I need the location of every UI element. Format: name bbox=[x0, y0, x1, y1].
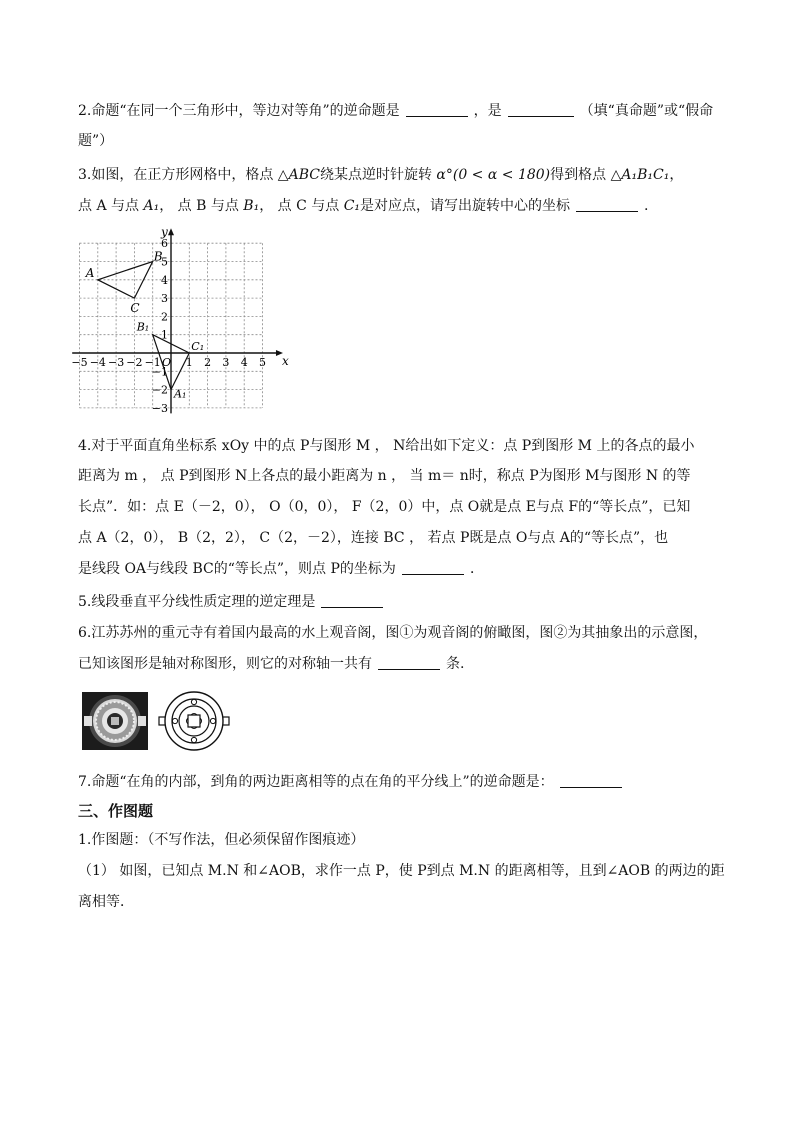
answer-blank[interactable] bbox=[576, 197, 638, 212]
x-tick-label: −4 bbox=[89, 356, 106, 369]
y-tick-label: 5 bbox=[161, 255, 168, 269]
question-7: 7.命题“在角的内部，到角的两边距离相等的点在角的平分线上”的逆命题是： bbox=[78, 772, 628, 792]
question-6-line-2: 已知该图形是轴对称图形，则它的对称轴一共有 条. bbox=[78, 656, 465, 672]
answer-blank[interactable] bbox=[321, 593, 383, 608]
question-2-line-2: 题”） bbox=[78, 133, 114, 149]
answer-blank[interactable] bbox=[406, 102, 468, 117]
question-4-line-1: 4.对于平面直角坐标系 xOy 中的点 P与图形 M ， N给出如下定义：点 P到图形 M 上的各点的最小 bbox=[78, 438, 695, 454]
y-tick-label: 4 bbox=[161, 273, 168, 287]
point-label-c1: C₁ bbox=[191, 340, 205, 353]
answer-blank[interactable] bbox=[378, 655, 440, 670]
question-4-line-2: 距离为 m ， 点 P到图形 N上各点的最小距离为 n ， 当 m＝ n时，称点 P为图形 M与图形 N 的等 bbox=[78, 468, 691, 484]
y-tick-label: 3 bbox=[161, 292, 168, 306]
point-label-c: C bbox=[130, 301, 140, 316]
y-axis-label: y bbox=[161, 225, 168, 240]
x-axis-label: x bbox=[281, 354, 289, 368]
x-tick-label: −3 bbox=[107, 356, 125, 369]
question-6-line-1: 6.江苏苏州的重元寺有着国内最高的水上观音阁，图①为观音阁的俯瞰图，图②为其抽象出的示意图， bbox=[78, 625, 708, 641]
question-5: 5.线段垂直平分线性质定理的逆定理是 bbox=[78, 592, 389, 612]
x-tick-label: −5 bbox=[71, 356, 88, 369]
question-2-line-1: 2.命题“在同一个三角形中，等边对等角”的逆命题是 ，是 （填“真命题”或“假命 bbox=[78, 103, 714, 119]
answer-blank[interactable] bbox=[508, 102, 574, 117]
x-tick-label: 3 bbox=[222, 356, 230, 369]
question-4-line-5: 是线段 OA与线段 BC的“等长点”，则点 P的坐标为 ． bbox=[78, 561, 484, 577]
x-tick-label: 2 bbox=[204, 356, 212, 369]
x-tick-label: 1 bbox=[185, 356, 193, 369]
question-3-line-1: 3.如图，在正方形网格中，格点 △ABC绕某点逆时针旋转 α°(0 < α < 180)得到格点 △A₁B₁C₁， bbox=[78, 167, 684, 183]
pavilion-aerial-photo bbox=[82, 692, 148, 750]
problem-1-line-1: 1.作图题：（不写作法，但必须保留作图痕迹） bbox=[78, 832, 365, 848]
x-tick-label: 4 bbox=[240, 356, 248, 369]
x-tick-label: −2 bbox=[126, 356, 143, 369]
point-label-b1: B₁ bbox=[136, 320, 150, 334]
section-heading: 三、作图题 bbox=[78, 802, 154, 820]
point-label-a: A bbox=[85, 265, 95, 280]
point-label-a1: A₁ bbox=[174, 387, 187, 401]
x-tick-label: −1 bbox=[144, 356, 161, 369]
coordinate-grid-figure bbox=[71, 224, 292, 416]
question-3-line-2: 点 A 与点 A₁， 点 B 与点 B₁， 点 C 与点 C₁是对应点，请写出旋转中心的坐标 . bbox=[78, 198, 649, 214]
answer-blank[interactable] bbox=[560, 773, 622, 788]
origin-label: O bbox=[162, 356, 172, 369]
y-axis-arrow bbox=[168, 228, 174, 235]
y-tick-label: 6 bbox=[161, 237, 168, 251]
y-tick-label: 2 bbox=[161, 310, 168, 324]
y-tick-label: −1 bbox=[151, 365, 168, 379]
tick-labels bbox=[71, 237, 266, 415]
problem-1-line-2: （1） 如图，已知点 M.N 和∠AOB，求作一点 P，使 P到点 M.N 的距离相等，且到∠AOB 的两边的距 bbox=[78, 863, 725, 879]
y-tick-label: −3 bbox=[151, 401, 168, 415]
y-tick-label: 1 bbox=[161, 328, 168, 342]
question-4-line-3: 长点”．如：点 E（－2，0）， O（0，0）， F（2，0）中，点 O就是点 E与点 F的“等长点”，已知 bbox=[78, 499, 691, 515]
problem-1-line-3: 离相等． bbox=[78, 894, 134, 910]
pavilion-schematic-diagram bbox=[158, 688, 230, 754]
y-tick-label: −2 bbox=[151, 383, 168, 397]
answer-blank[interactable] bbox=[402, 560, 464, 575]
x-tick-label: 5 bbox=[259, 356, 266, 369]
question-4-line-4: 点 A（2，0）， B（2，2）， C（2，－2），连接 BC ， 若点 P既是点 O与点 A的“等长点”，也 bbox=[78, 530, 669, 546]
point-label-b: B bbox=[153, 249, 163, 264]
